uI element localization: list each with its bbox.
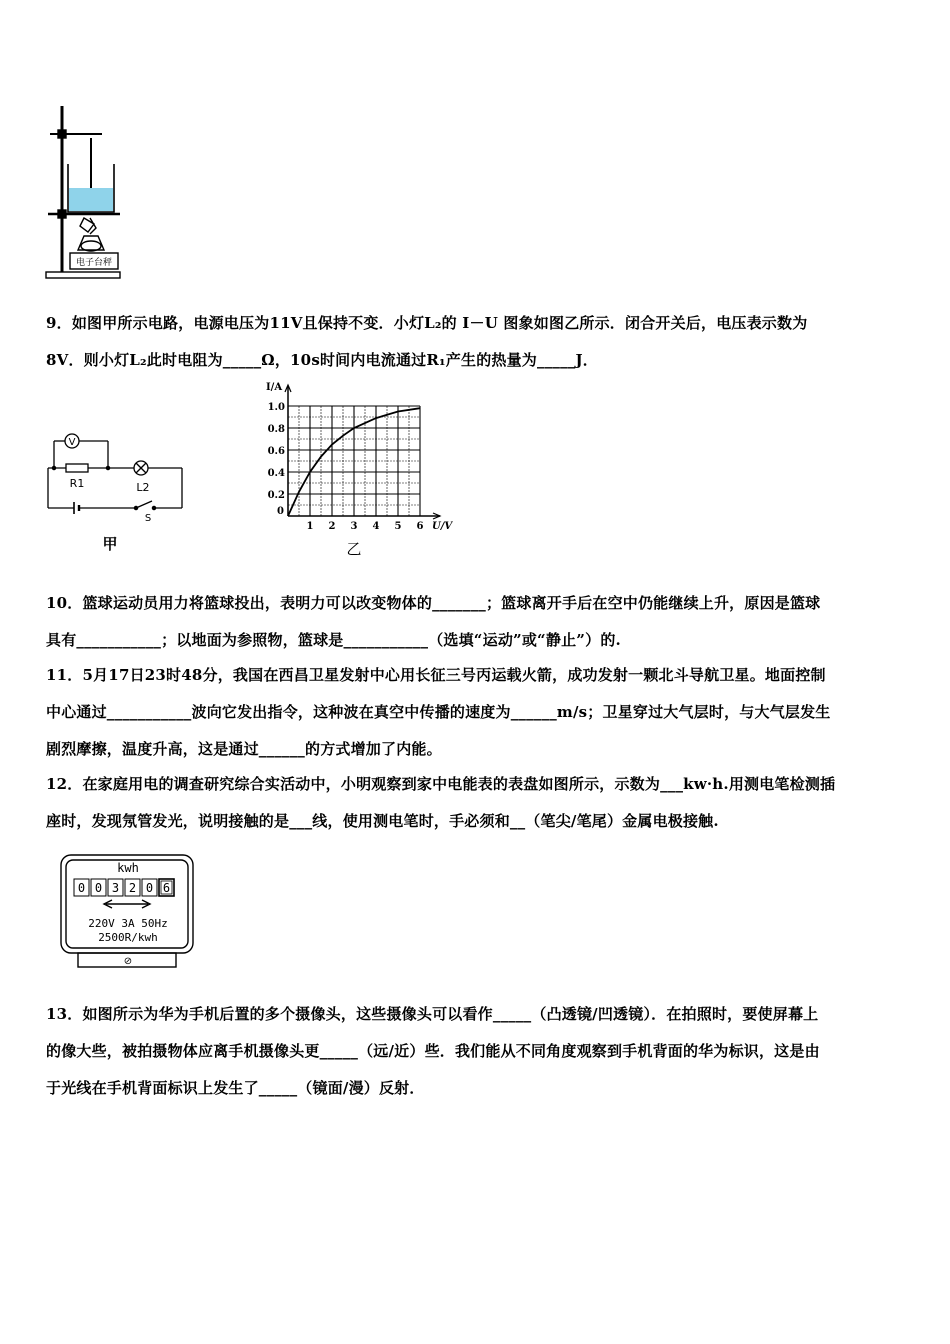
y-tick-label: 0.8: [267, 424, 285, 435]
switch-label: S: [144, 513, 152, 524]
x-tick-label: 3: [350, 521, 358, 532]
q10-line-2: 具有___________；以地面为参照物，篮球是___________（选填“运动”或“静止”）的.: [46, 631, 621, 649]
meter-digit: 6: [162, 881, 171, 895]
x-tick-label: 6: [416, 521, 424, 532]
q11-line-3: 剧烈摩擦，温度升高，这是通过______的方式增加了内能。: [46, 740, 442, 758]
meter-digit: 0: [77, 881, 86, 895]
lab-stand-figure: [40, 100, 140, 282]
y-tick-label: 0.6: [267, 446, 285, 457]
q9-line-2: 8V．则小灯L₂此时电阻为_____Ω，10s时间内电流通过R₁产生的热量为_____J．: [46, 351, 598, 369]
y-tick-label: 0.4: [267, 468, 285, 479]
meter-base-symbol: ⊘: [123, 956, 133, 967]
y-tick-label: 0.2: [267, 490, 285, 501]
q11-line-2: 中心通过___________波向它发出指令，这种波在真空中传播的速度为______m/s；卫星穿过大气层时，与大气层发生: [46, 703, 831, 721]
chart-caption: 乙: [346, 540, 362, 558]
meter-digit: 2: [128, 881, 137, 895]
x-tick-label: 1: [306, 521, 314, 532]
meter-spec-1: 220V 3A 50Hz: [88, 917, 168, 930]
voltmeter-symbol: V: [68, 437, 76, 448]
q13-line-2: 的像大些，被拍摄物体应离手机摄像头更_____（远/近）些．我们能从不同角度观察到手机背面的华为标识，这是由: [46, 1042, 820, 1060]
meter-spec-2: 2500R/kwh: [98, 931, 158, 944]
q13-line-1: 13．如图所示为华为手机后置的多个摄像头，这些摄像头可以看作_____（凸透镜/凹透镜）．在拍照时，要使屏幕上: [46, 1005, 819, 1023]
x-tick-label: 4: [372, 521, 380, 532]
meter-unit: kwh: [117, 861, 139, 875]
q12-line-1: 12．在家庭用电的调查研究综合实活动中，小明观察到家中电能表的表盘如图所示，示数为___kw·h.用测电笔检测插: [46, 775, 836, 793]
lamp-label: L2: [136, 481, 150, 494]
q10-line-1: 10．篮球运动员用力将篮球投出，表明力可以改变物体的_______；篮球离开手后在空中仍能继续上升，原因是篮球: [46, 594, 821, 612]
iu-chart: [262, 380, 467, 560]
q9-line-1: 9．如图甲所示电路，电源电压为11V且保持不变．小灯L₂的 I－U 图象如图乙所示．闭合开关后，电压表示数为: [46, 314, 808, 332]
electricity-meter: [58, 852, 198, 972]
y-axis-label: I/A: [266, 382, 283, 393]
x-axis-label: U/V: [432, 521, 453, 532]
stand-scale-label: 电子台秤: [75, 258, 113, 268]
q13-line-3: 于光线在手机背面标识上发生了_____（镜面/漫）反射．: [46, 1079, 425, 1097]
meter-digit: 0: [94, 881, 103, 895]
circuit-caption: 甲: [102, 535, 118, 553]
circuit-diagram: [40, 425, 190, 555]
meter-digit: 0: [145, 881, 154, 895]
meter-digit: 3: [111, 881, 120, 895]
meter-digits: [74, 879, 174, 896]
origin-label: 0: [277, 506, 284, 517]
x-tick-label: 5: [394, 521, 402, 532]
resistor-label: R1: [69, 477, 85, 490]
y-tick-label: 1.0: [267, 402, 285, 413]
x-tick-label: 2: [328, 521, 336, 532]
q12-line-2: 座时，发现氖管发光，说明接触的是___线，使用测电笔时，手必须和__（笔尖/笔尾）金属电极接触.: [46, 812, 719, 830]
q11-line-1: 11．5月17日23时48分，我国在西昌卫星发射中心用长征三号丙运载火箭，成功发射一颗北斗导航卫星。地面控制: [46, 666, 826, 684]
